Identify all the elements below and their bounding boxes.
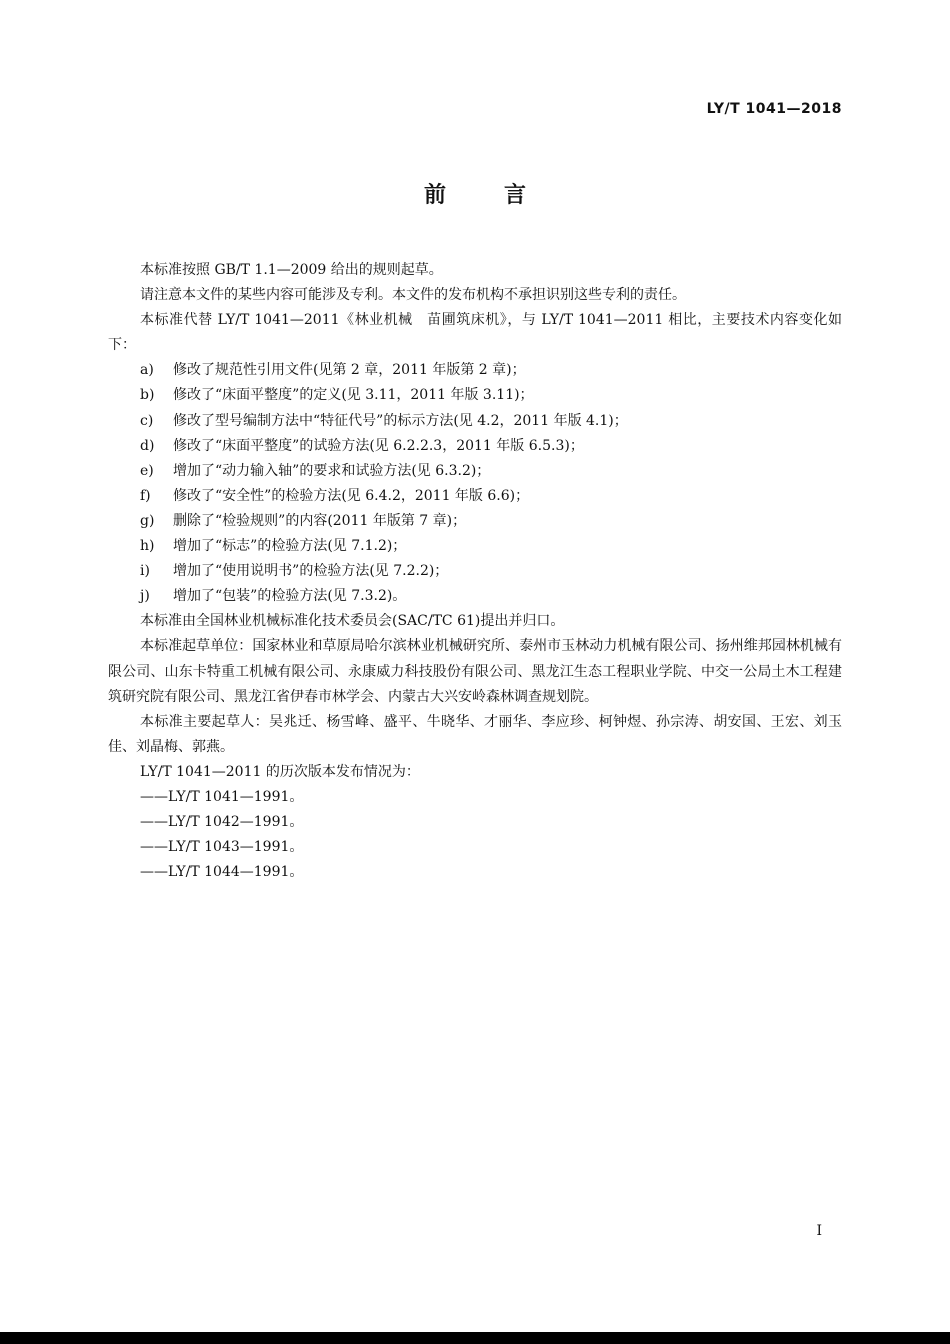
paragraph-drafting-units: 本标准起草单位：国家林业和草原局哈尔滨林业机械研究所、泰州市玉林动力机械有限公司、扬州维邦园林机械有限公司、山东卡特重工机械有限公司、永康威力科技股份有限公司、黑龙江生态工程职业学院、中交一公局土木工程建筑研究院有限公司、黑龙江省伊春市林学会、内蒙古大兴安岭森林调查规划院。 xyxy=(108,638,842,705)
list-text: 修改了“床面平整度”的定义(见 3.11，2011 年版 3.11)； xyxy=(173,387,534,404)
standard-code: LY/T 1041—2018 xyxy=(706,101,842,117)
list-text: 修改了规范性引用文件(见第 2 章，2011 年版第 2 章)； xyxy=(173,362,526,379)
history-list xyxy=(108,785,842,885)
paragraph-proposer: 本标准由全国林业机械标准化技术委员会(SAC/TC 61)提出并归口。 xyxy=(140,613,565,630)
changes-list xyxy=(108,358,842,609)
list-text: 增加了“使用说明书”的检验方法(见 7.2.2)； xyxy=(173,563,449,580)
list-text: 修改了“床面平整度”的试验方法(见 6.2.2.3，2011 年版 6.5.3)； xyxy=(173,437,584,454)
list-item xyxy=(108,534,842,559)
list-item xyxy=(108,383,842,408)
page-number: I xyxy=(816,1223,822,1239)
list-item xyxy=(108,584,842,609)
list-marker: c) xyxy=(140,412,154,429)
list-text: 增加了“动力输入轴”的要求和试验方法(见 6.3.2)； xyxy=(173,462,491,479)
list-item xyxy=(108,484,842,509)
bottom-edge-bar xyxy=(0,1332,950,1344)
list-marker: b) xyxy=(140,387,155,404)
list-item xyxy=(108,459,842,484)
list-item xyxy=(108,509,842,534)
list-marker: j) xyxy=(140,588,150,605)
list-text: 增加了“标志”的检验方法(见 7.1.2)； xyxy=(173,538,407,555)
history-item: ——LY/T 1043—1991。 xyxy=(140,839,304,856)
list-marker: d) xyxy=(140,437,155,454)
paragraph-drafters: 本标准主要起草人：吴兆迁、杨雪峰、盛平、牛晓华、才丽华、李应珍、柯钟煜、孙宗涛、胡安国、王宏、刘玉佳、刘晶梅、郭燕。 xyxy=(108,713,842,755)
list-item xyxy=(108,409,842,434)
list-item xyxy=(108,559,842,584)
list-item xyxy=(108,358,842,383)
page-title: 前言 xyxy=(423,183,584,208)
history-item: ——LY/T 1044—1991。 xyxy=(140,864,304,881)
list-marker: e) xyxy=(140,462,154,479)
list-marker: f) xyxy=(140,487,151,504)
paragraph-patent-notice: 请注意本文件的某些内容可能涉及专利。本文件的发布机构不承担识别这些专利的责任。 xyxy=(140,287,686,304)
list-text: 删除了“检验规则”的内容(2011 年版第 7 章)； xyxy=(173,512,467,529)
list-text: 修改了“安全性”的检验方法(见 6.4.2，2011 年版 6.6)； xyxy=(173,487,530,504)
list-text: 修改了型号编制方法中“特征代号”的标示方法(见 4.2，2011 年版 4.1)； xyxy=(173,412,628,429)
list-marker: i) xyxy=(140,563,150,580)
preface-body xyxy=(108,258,842,885)
paragraph-replacement: 本标准代替 LY/T 1041—2011《林业机械 苗圃筑床机》，与 LY/T 1041—2011 相比，主要技术内容变化如下： xyxy=(108,312,842,354)
list-marker: g) xyxy=(140,512,155,529)
history-item: ——LY/T 1042—1991。 xyxy=(140,814,304,831)
paragraph-history-intro: LY/T 1041—2011 的历次版本发布情况为： xyxy=(140,763,420,780)
list-text: 增加了“包装”的检验方法(见 7.3.2)。 xyxy=(173,588,407,605)
list-item xyxy=(108,434,842,459)
paragraph-drafting-rules: 本标准按照 GB/T 1.1—2009 给出的规则起草。 xyxy=(140,262,443,278)
list-marker: a) xyxy=(140,362,154,379)
history-item: ——LY/T 1041—1991。 xyxy=(140,788,304,805)
list-marker: h) xyxy=(140,538,155,555)
